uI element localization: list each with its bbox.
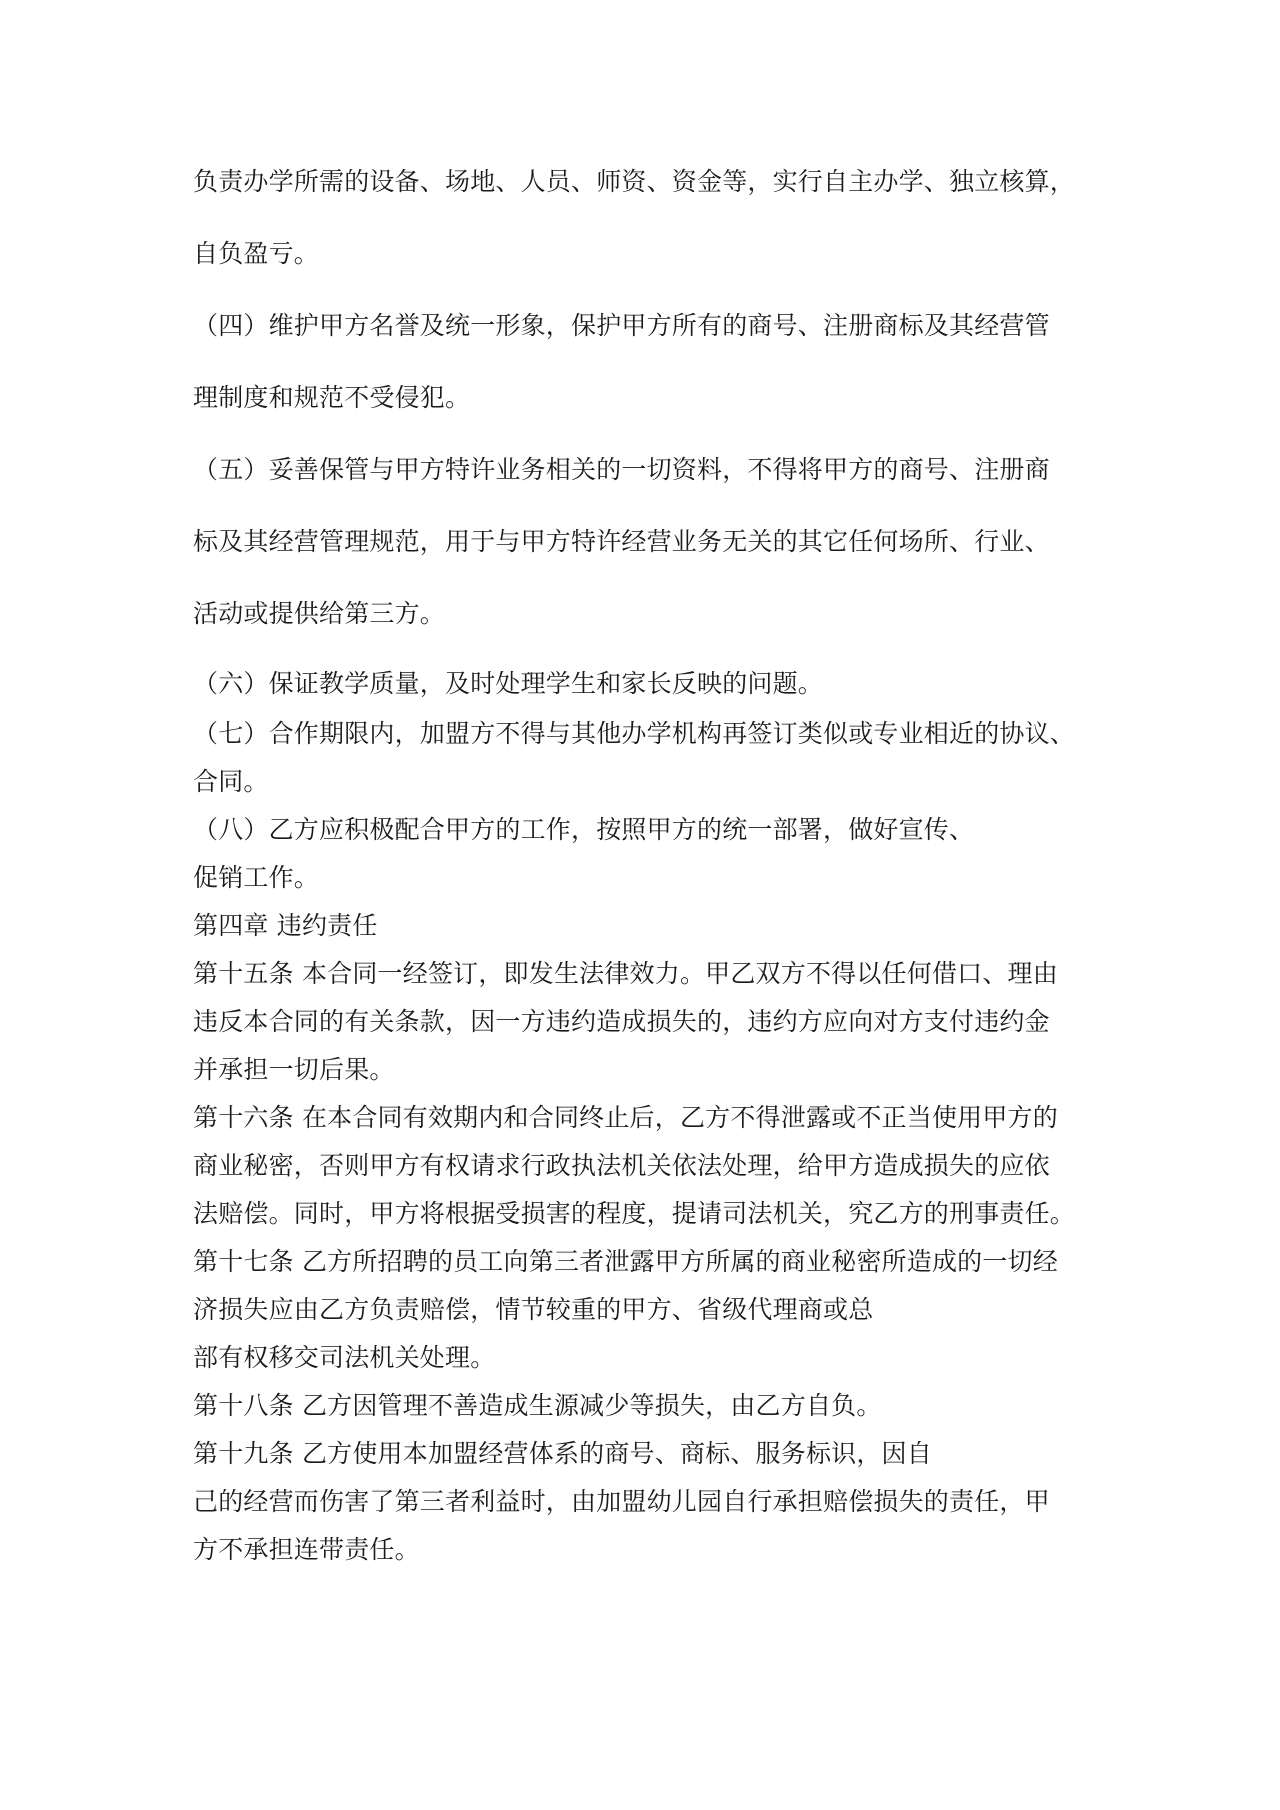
text-line: 活动或提供给第三方。 <box>193 599 446 628</box>
text-line: 标及其经营管理规范，用于与甲方特许经营业务无关的其它任何场所、行业、 <box>193 527 1050 556</box>
text-line: （四）维护甲方名誉及统一形象，保护甲方所有的商号、注册商标及其经营管 <box>193 311 1050 340</box>
text-line: 并承担一切后果。 <box>193 1055 395 1084</box>
text-line: 己的经营而伤害了第三者利益时，由加盟幼儿园自行承担赔偿损失的责任，甲 <box>193 1487 1050 1516</box>
text-line: 合同。 <box>193 767 269 796</box>
text-line: 第十八条 乙方因管理不善造成生源减少等损失，由乙方自负。 <box>193 1391 882 1420</box>
text-line: 第十七条 乙方所招聘的员工向第三者泄露甲方所属的商业秘密所造成的一切经 <box>193 1247 1058 1276</box>
text-line: （七）合作期限内，加盟方不得与其他办学机构再签订类似或专业相近的协议、 <box>193 719 1076 748</box>
text-line: 第十九条 乙方使用本加盟经营体系的商号、商标、服务标识，因自 <box>193 1439 932 1468</box>
text-line: 部有权移交司法机关处理。 <box>193 1343 496 1372</box>
text-line: 促销工作。 <box>193 863 320 892</box>
text-line: 第十六条 在本合同有效期内和合同终止后，乙方不得泄露或不正当使用甲方的 <box>193 1103 1058 1132</box>
text-line: （八）乙方应积极配合甲方的工作，按照甲方的统一部署，做好宣传、 <box>193 815 975 844</box>
text-line: 负责办学所需的设备、场地、人员、师资、资金等，实行自主办学、独立核算， <box>193 167 1076 196</box>
text-line: （五）妥善保管与甲方特许业务相关的一切资料，不得将甲方的商号、注册商 <box>193 455 1050 484</box>
text-line: 理制度和规范不受侵犯。 <box>193 383 471 412</box>
text-line: 自负盈亏。 <box>193 239 320 268</box>
text-line: 商业秘密，否则甲方有权请求行政执法机关依法处理，给甲方造成损失的应依 <box>193 1151 1050 1180</box>
text-line: （六）保证教学质量，及时处理学生和家长反映的问题。 <box>193 669 824 698</box>
text-line: 第十五条 本合同一经签订，即发生法律效力。甲乙双方不得以任何借口、理由 <box>193 959 1058 988</box>
text-line: 违反本合同的有关条款，因一方违约造成损失的，违约方应向对方支付违约金 <box>193 1007 1050 1036</box>
text-line: 济损失应由乙方负责赔偿，情节较重的甲方、省级代理商或总 <box>193 1295 874 1324</box>
text-line: 法赔偿。同时，甲方将根据受损害的程度，提请司法机关，究乙方的刑事责任。 <box>193 1199 1076 1228</box>
text-line: 方不承担连带责任。 <box>193 1535 420 1564</box>
section-heading: 第四章 违约责任 <box>193 911 378 940</box>
